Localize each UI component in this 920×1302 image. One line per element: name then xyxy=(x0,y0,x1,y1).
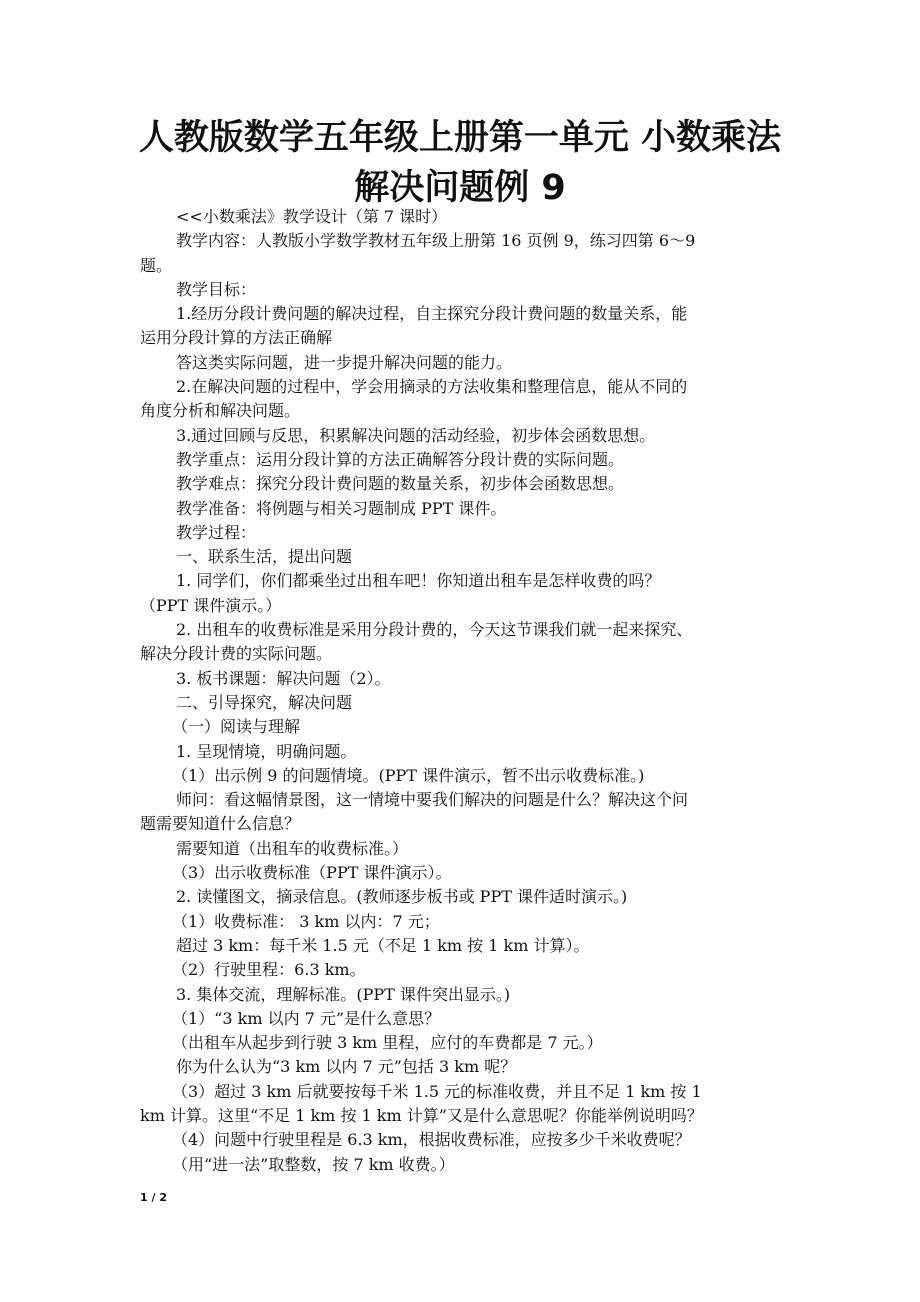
paragraph-line: 一、联系生活，提出问题 xyxy=(176,547,353,567)
paragraph-line: （3）超过 3 km 后就要按每千米 1.5 元的标准收费，并且不足 1 km 按 1 xyxy=(172,1081,702,1101)
paragraph-line: 题。 xyxy=(140,255,173,275)
paragraph-line: 题需要知道什么信息？ xyxy=(140,814,301,834)
paragraph-line: 教学内容：人教版小学数学教材五年级上册第 16 页例 9，练习四第 6～9 xyxy=(176,231,696,251)
paragraph-line: 超过 3 km：每千米 1.5 元（不足 1 km 按 1 km 计算）。 xyxy=(176,935,590,955)
paragraph-line: 运用分段计算的方法正确解 xyxy=(140,328,333,348)
paragraph-line: <<小数乘法》教学设计（第 7 课时） xyxy=(176,207,448,226)
paragraph-line: 教学准备：将例题与相关习题制成 PPT 课件。 xyxy=(176,498,507,518)
paragraph-line: 3.通过回顾与反思，积累解决问题的活动经验，初步体会函数思想。 xyxy=(176,425,656,445)
paragraph-line: 角度分析和解决问题。 xyxy=(140,401,301,421)
paragraph-line: 1.经历分段计费问题的解决过程，自主探究分段计费问题的数量关系，能 xyxy=(176,304,688,324)
paragraph-line: 师问：看这幅情景图，这一情境中要我们解决的问题是什么？解决这个问 xyxy=(176,790,689,810)
paragraph-line: （2）行驶里程：6.3 km。 xyxy=(172,960,366,980)
paragraph-line: 教学目标： xyxy=(176,279,257,299)
paragraph-line: 解决分段计费的实际问题。 xyxy=(140,644,333,664)
paragraph-line: 教学重点：运用分段计算的方法正确解答分段计费的实际问题。 xyxy=(176,449,625,469)
paragraph-line: 1. 呈现情境，明确问题。 xyxy=(176,741,357,761)
paragraph-line: 2. 出租车的收费标准是采用分段计费的，今天这节课我们就一起来探究、 xyxy=(176,620,693,640)
paragraph-line: 教学难点：探究分段计费问题的数量关系，初步体会函数思想。 xyxy=(176,474,625,494)
paragraph-line: （一）阅读与理解 xyxy=(172,717,301,737)
page-number: 1 / 2 xyxy=(140,1191,167,1204)
paragraph-line: 答这类实际问题，进一步提升解决问题的能力。 xyxy=(176,352,513,372)
paragraph-line: （用“进一法”取整数，按 7 km 收费。） xyxy=(172,1154,455,1174)
document-title-line-1: 人教版数学五年级上册第一单元 小数乘法 xyxy=(138,118,782,158)
paragraph-line: （1）“3 km 以内 7 元”是什么意思？ xyxy=(172,1008,441,1028)
paragraph-line: （1）出示例 9 的问题情境。(PPT 课件演示，暂不出示收费标准。) xyxy=(172,765,645,785)
paragraph-line: （4）问题中行驶里程是 6.3 km，根据收费标准，应按多少千米收费呢？ xyxy=(172,1130,691,1150)
document-body xyxy=(140,205,780,1177)
paragraph-line: 二、引导探究，解决问题 xyxy=(176,692,353,712)
paragraph-line: 3. 集体交流，理解标准。(PPT 课件突出显示。) xyxy=(176,984,511,1004)
paragraph-line: （出租车从起步到行驶 3 km 里程，应付的车费都是 7 元。） xyxy=(172,1033,603,1053)
paragraph-line: （1）收费标准： 3 km 以内：7 元； xyxy=(172,911,440,931)
paragraph-line: 你为什么认为“3 km 以内 7 元”包括 3 km 呢？ xyxy=(176,1057,517,1077)
paragraph-line: 3. 板书课题：解决问题（2）。 xyxy=(176,668,391,688)
paragraph-line: 1. 同学们，你们都乘坐过出租车吧！你知道出租车是怎样收费的吗？ xyxy=(176,571,661,591)
paragraph-line: km 计算。这里“不足 1 km 按 1 km 计算”又是什么意思呢？你能举例说明吗？ xyxy=(140,1105,703,1125)
paragraph-line: （PPT 课件演示。） xyxy=(140,595,282,615)
paragraph-line: 2.在解决问题的过程中，学会用摘录的方法收集和整理信息，能从不同的 xyxy=(176,377,688,397)
paragraph-line: （3）出示收费标准（PPT 课件演示）。 xyxy=(172,863,452,883)
document-title-line-2: 解决问题例 9 xyxy=(354,168,566,208)
paragraph-line: 需要知道（出租车的收费标准。） xyxy=(176,838,409,858)
paragraph-line: 教学过程： xyxy=(176,522,257,542)
paragraph-line: 2. 读懂图文，摘录信息。(教师逐步板书或 PPT 课件适时演示。) xyxy=(176,887,628,907)
